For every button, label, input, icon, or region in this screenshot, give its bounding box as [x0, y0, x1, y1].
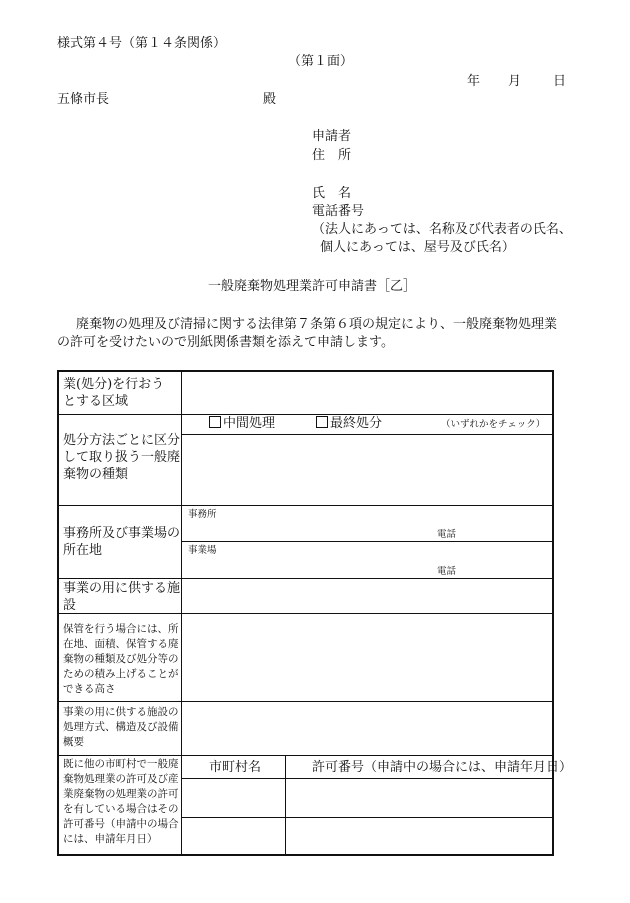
worksite-phone-label: 電話 [437, 566, 457, 577]
intermediate-checkbox[interactable] [209, 416, 221, 428]
location-label: 事務所及び事業場の所在地 [63, 526, 181, 558]
permit-number-field-1[interactable] [287, 780, 552, 816]
municipality-column-header: 市町村名 [209, 760, 262, 775]
municipality-field-1[interactable] [183, 780, 284, 816]
option-note: （いずれかをチェック） [441, 419, 546, 430]
worksite-label: 事業場 [188, 545, 217, 556]
intermediate-label: 中間処理 [223, 416, 276, 431]
option-final[interactable] [316, 415, 382, 432]
municipality-field-2[interactable] [183, 819, 284, 855]
body-text-line1: 廃棄物の処理及び清掃に関する法律第７条第６項の規定により、一般廃棄物処理業 [76, 317, 558, 332]
final-checkbox[interactable] [316, 416, 328, 428]
storage-field[interactable] [183, 615, 552, 700]
final-label: 最終処分 [330, 416, 383, 431]
applicant-note-line1: （法人にあっては、名称及び代表者の氏名、 [312, 222, 572, 237]
facility-method-label: 事業の用に供する施設の処理方式、構造及び設備概要 [63, 706, 179, 748]
office-label: 事務所 [188, 509, 217, 520]
storage-label: 保管を行う場合には、所在地、面積、保管する廃棄物の種類及び処分等のための積み上げることができる高さ [63, 623, 179, 695]
area-field[interactable] [183, 374, 552, 412]
area-label: 業(処分)を行おうとする区域 [63, 377, 165, 409]
application-form-table [57, 370, 573, 856]
facility-label: 事業の用に供する施設 [63, 581, 181, 613]
applicant-note-line2: 個人にあっては、屋号及び氏名） [320, 240, 515, 255]
form-number: 様式第４号（第１４条関係） [57, 36, 227, 51]
date-month: 月 [508, 74, 522, 89]
applicant-phone-label: 電話番号 [312, 204, 365, 219]
subcolumn-divider [285, 755, 286, 856]
permit-number-field-2[interactable] [287, 819, 552, 855]
applicant-name-label: 氏 名 [312, 186, 352, 201]
document-title: 一般廃棄物処理業許可申請書［乙］ [208, 279, 417, 294]
applicant-address-label: 住 所 [312, 148, 352, 163]
office-phone-label: 電話 [437, 529, 457, 540]
column-divider [181, 372, 182, 856]
facility-field[interactable] [183, 580, 552, 612]
permit-number-column-header: 許可番号（申請中の場合には、申請年月日） [312, 760, 573, 775]
date-year: 年 [467, 74, 481, 89]
date-day: 日 [553, 74, 567, 89]
processing-method-label: 処分方法ごとに区分して取り扱う一般廃棄物の種類 [63, 433, 181, 482]
option-intermediate[interactable] [209, 415, 275, 432]
waste-types-field[interactable] [183, 436, 552, 504]
addressee: 五條市長 [57, 92, 110, 107]
body-text-line2: の許可を受けたいので別紙関係書類を添えて申請します。 [57, 335, 394, 350]
page-side-label: （第１面） [288, 54, 354, 69]
existing-permit-label: 既に他の市町村で一般廃棄物処理業の許可及び産業廃棄物の処理業の許可を有している場合はその許可番号（申請中の場合には、申請年月日） [63, 758, 179, 845]
facility-method-field[interactable] [183, 703, 552, 754]
applicant-label: 申請者 [312, 129, 352, 144]
honorific: 殿 [263, 92, 277, 107]
